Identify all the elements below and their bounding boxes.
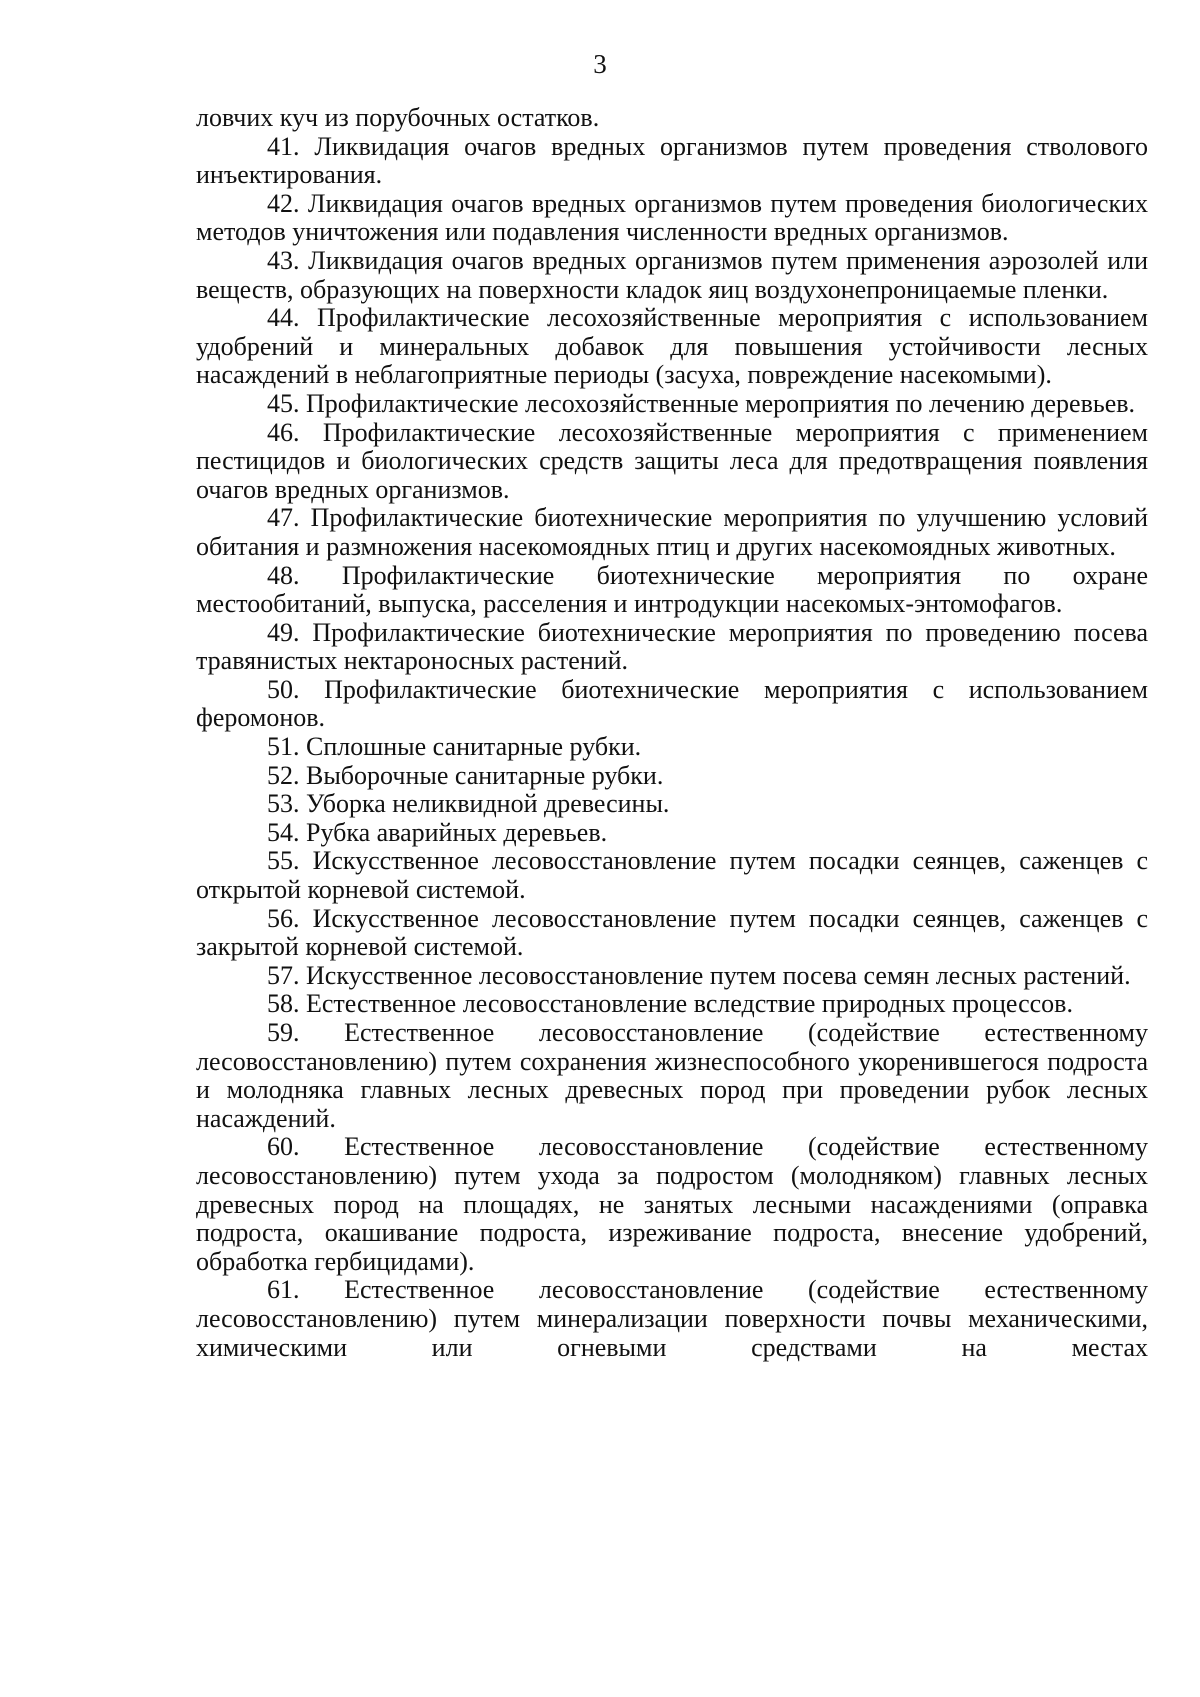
- list-item-49: [196, 619, 1148, 676]
- item-text: Профилактические лесохозяйственные мероприятия с использованием удобрений и минеральных добавок для повышения устойчивости лесных насаждений в неблагоприятные периоды (засуха, повреждение насекомыми).: [196, 303, 1148, 390]
- item-text: Рубка аварийных деревьев.: [306, 817, 608, 847]
- document-body: [196, 104, 1148, 1362]
- item-number: 46.: [267, 417, 300, 447]
- item-text: Ликвидация очагов вредных организмов путем проведения стволового инъектирования.: [196, 131, 1148, 190]
- item-number: 51.: [267, 732, 300, 762]
- item-text: Естественное лесовосстановление (содействие естественному лесовосстановлению) путем ухода за подростом (молодняком) главных лесных древесных пород на площадях, не занятых лесными насаждениями (оправка подроста, окашивание подроста, изреживание подроста, внесение удобрений, обработка гербицидами).: [196, 1132, 1148, 1276]
- item-number: 58.: [267, 989, 300, 1019]
- list-item-42: [196, 190, 1148, 247]
- item-text: Ликвидация очагов вредных организмов путем применения аэрозолей или веществ, образующих на поверхности кладок яиц воздухонепроницаемые пленки.: [196, 245, 1149, 304]
- list-item-51: [196, 733, 1148, 762]
- list-item-50: [196, 676, 1148, 733]
- item-number: 43.: [267, 245, 300, 275]
- list-item-41: [196, 133, 1148, 190]
- item-number: 55.: [267, 846, 300, 876]
- item-text: Естественное лесовосстановление (содействие естественному лесовосстановлению) путем сохранения жизнеспособного укоренившегося подроста и молодняка главных лесных древесных пород при проведении рубок лесных насаждений.: [196, 1018, 1148, 1133]
- list-item-48: [196, 562, 1148, 619]
- item-number: 42.: [267, 188, 300, 218]
- list-item-46: [196, 419, 1148, 505]
- item-number: 56.: [267, 903, 300, 933]
- item-text: Профилактические биотехнические мероприятия по охране местообитаний, выпуска, расселения и интродукции насекомых-энтомофагов.: [196, 560, 1148, 619]
- item-text: Профилактические биотехнические мероприятия по улучшению условий обитания и размножения насекомоядных птиц и других насекомоядных животных.: [196, 503, 1148, 561]
- item-number: 45.: [267, 388, 300, 418]
- item-number: 61.: [267, 1275, 300, 1305]
- item-number: 57.: [267, 960, 300, 990]
- item-text: Профилактические лесохозяйственные мероприятия с применением пестицидов и биологических средств защиты леса для предотвращения появления очагов вредных организмов.: [196, 417, 1148, 504]
- continuation-paragraph: ловчих куч из порубочных остатков.: [196, 103, 600, 132]
- list-item-54: [196, 819, 1148, 848]
- item-number: 59.: [267, 1018, 300, 1047]
- item-text: Профилактические биотехнические мероприятия по проведению посева травянистых нектароносных растений.: [196, 617, 1149, 676]
- item-number: 47.: [267, 503, 300, 533]
- item-number: 44.: [267, 303, 300, 333]
- list-item-43: [196, 247, 1148, 304]
- item-text: Искусственное лесовосстановление путем посева семян лесных растений.: [306, 960, 1131, 990]
- item-text: Искусственное лесовосстановление путем посадки сеянцев, саженцев с закрытой корневой системой.: [196, 903, 1148, 962]
- item-number: 41.: [267, 131, 300, 161]
- item-text: Естественное лесовосстановление (содействие естественному лесовосстановлению) путем минерализации поверхности почвы механическими, химическими или огневыми средствами на местах: [196, 1275, 1148, 1362]
- list-item-56: [196, 905, 1148, 962]
- item-text: Ликвидация очагов вредных организмов путем проведения биологических методов уничтожения или подавления численности вредных организмов.: [196, 188, 1148, 247]
- item-text: Выборочные санитарные рубки.: [306, 760, 664, 790]
- page-number: 3: [593, 49, 607, 79]
- item-text: Естественное лесовосстановление вследствие природных процессов.: [306, 989, 1073, 1019]
- item-number: 48.: [267, 560, 300, 590]
- item-text: Уборка неликвидной древесины.: [306, 789, 670, 819]
- list-item-47: [196, 504, 1148, 561]
- list-item-60: [196, 1133, 1148, 1276]
- item-number: 53.: [267, 789, 300, 819]
- list-item-53: [196, 790, 1148, 819]
- list-item-61: [196, 1276, 1148, 1362]
- list-item-45: [196, 390, 1148, 419]
- list-item-44: [196, 304, 1148, 390]
- item-number: 49.: [267, 617, 300, 647]
- item-text: Профилактические лесохозяйственные мероприятия по лечению деревьев.: [306, 388, 1136, 418]
- item-text: Сплошные санитарные рубки.: [306, 732, 642, 762]
- item-number: 60.: [267, 1132, 300, 1162]
- item-text: Профилактические биотехнические мероприятия с использованием феромонов.: [196, 674, 1148, 733]
- list-item-58: [196, 990, 1148, 1019]
- item-number: 52.: [267, 760, 300, 790]
- item-number: 50.: [267, 674, 300, 704]
- list-item-55: [196, 847, 1148, 904]
- item-number: 54.: [267, 817, 300, 847]
- list-item-57: [196, 962, 1148, 991]
- item-text: Искусственное лесовосстановление путем посадки сеянцев, саженцев с открытой корневой системой.: [196, 846, 1148, 905]
- list-item-52: [196, 762, 1148, 791]
- list-item-59: [196, 1019, 1148, 1133]
